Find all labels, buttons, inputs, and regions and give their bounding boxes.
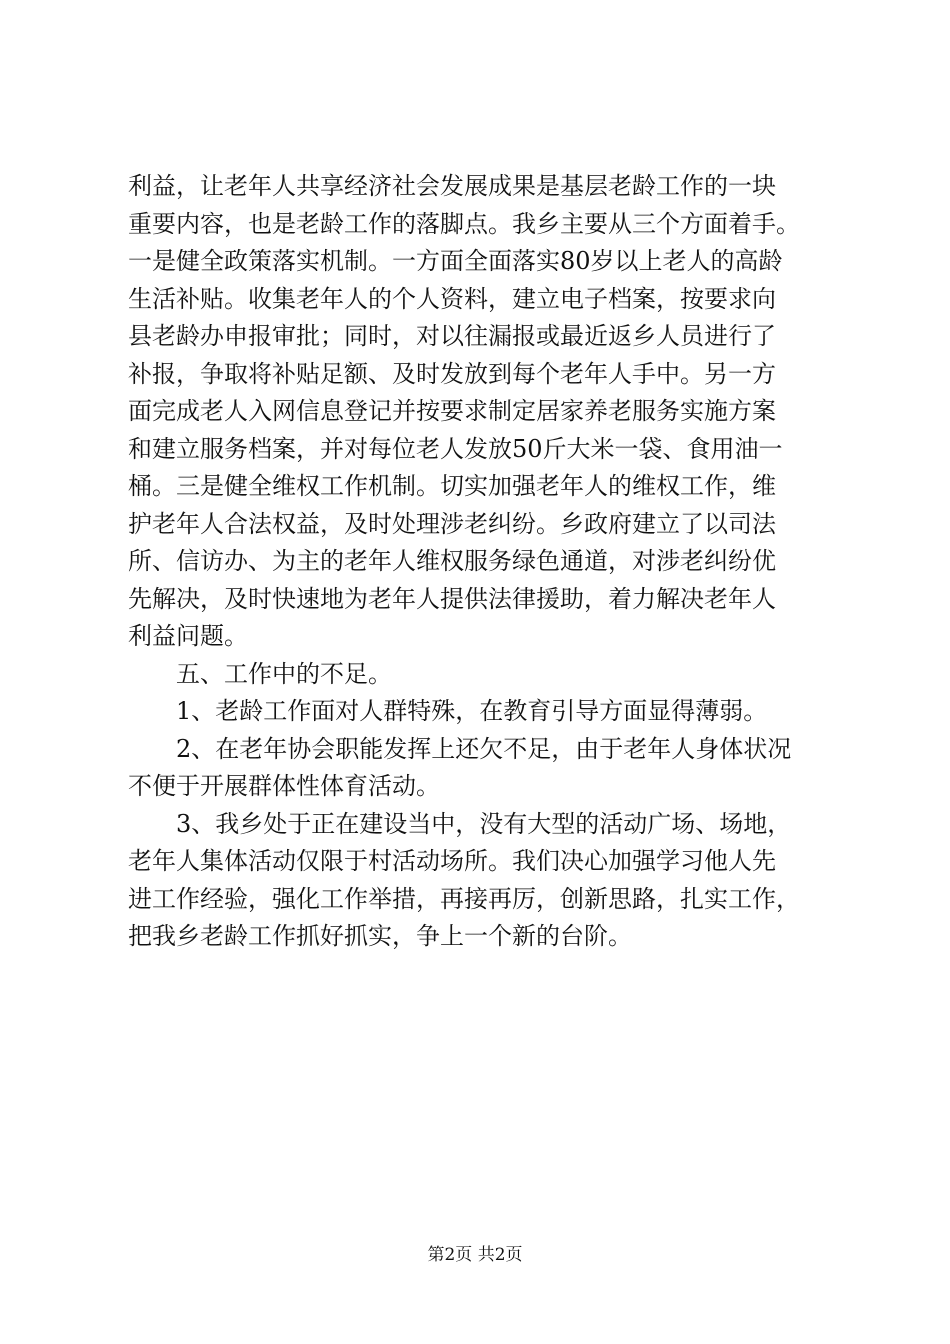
text-line: 一是健全政策落实机制。一方面全面落实80岁以上老人的高龄	[128, 247, 783, 275]
text-line: 生活补贴。收集老年人的个人资料，建立电子档案，按要求向	[128, 284, 776, 313]
text-line: 先解决，及时快速地为老年人提供法律援助，着力解决老年人	[128, 584, 776, 613]
text-line: 老年人集体活动仅限于村活动场所。我们决心加强学习他人先	[128, 847, 776, 875]
list-item: 3、我乡处于正在建设当中，没有大型的活动广场、场地，	[176, 809, 792, 838]
text-line: 利益问题。	[128, 622, 248, 650]
text-line: 进工作经验，强化工作举措，再接再厉，创新思路，扎实工作，	[128, 884, 800, 913]
text-line: 护老年人合法权益，及时处理涉老纠纷。乡政府建立了以司法	[128, 509, 776, 538]
text-line: 不便于开展群体性体育活动。	[128, 772, 440, 800]
page-number-footer: 第2页 共2页	[427, 1245, 523, 1265]
text-line: 面完成老人入网信息登记并按要求制定居家养老服务实施方案	[128, 397, 776, 425]
section-heading: 五、工作中的不足。	[176, 659, 392, 688]
text-line: 所、信访办、为主的老年人维权服务绿色通道，对涉老纠纷优	[128, 547, 776, 575]
text-line: 县老龄办申报审批；同时，对以往漏报或最近返乡人员进行了	[128, 322, 776, 350]
text-line: 利益，让老年人共享经济社会发展成果是基层老龄工作的一块	[128, 172, 776, 200]
text-line: 把我乡老龄工作抓好抓实，争上一个新的台阶。	[128, 922, 632, 950]
text-line: 重要内容，也是老龄工作的落脚点。我乡主要从三个方面着手。	[128, 209, 800, 238]
body-text	[128, 168, 832, 956]
list-item: 1、老龄工作面对人群特殊，在教育引导方面显得薄弱。	[176, 697, 768, 725]
text-line: 和建立服务档案，并对每位老人发放50斤大米一袋、食用油一	[128, 434, 783, 463]
text-line: 桶。三是健全维权工作机制。切实加强老年人的维权工作，维	[128, 472, 776, 500]
list-item: 2、在老年协会职能发挥上还欠不足，由于老年人身体状况	[176, 734, 792, 763]
text-line: 补报，争取将补贴足额、及时发放到每个老年人手中。另一方	[128, 359, 776, 388]
